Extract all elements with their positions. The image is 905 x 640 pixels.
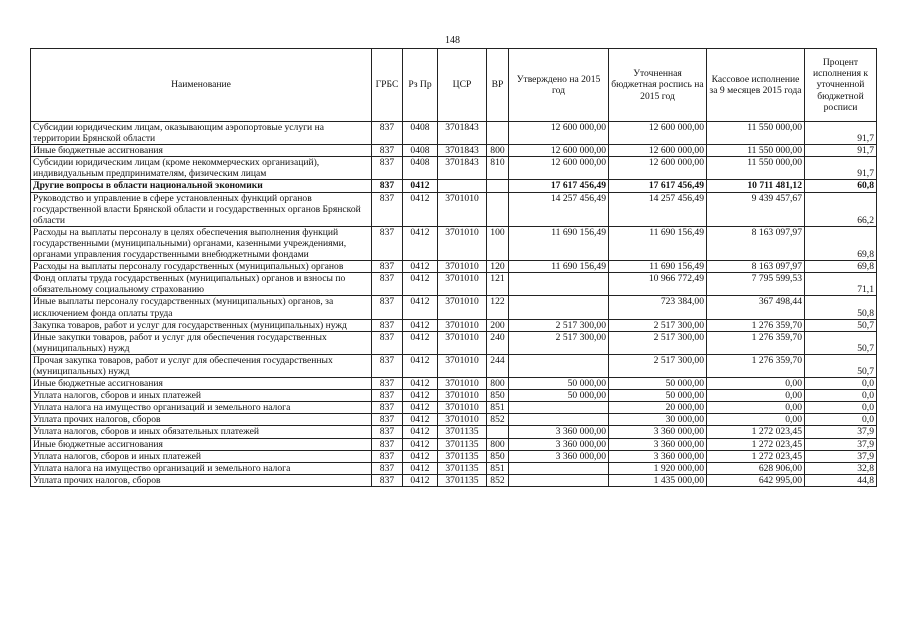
cell-vr <box>487 426 509 438</box>
cell-percent: 69,8 <box>805 261 877 273</box>
cell-vr: 121 <box>487 273 509 296</box>
cell-grbs: 837 <box>372 261 403 273</box>
header-vr: ВР <box>487 49 509 122</box>
cell-vr <box>487 122 509 145</box>
cell-vr: 120 <box>487 261 509 273</box>
table-row <box>31 145 877 157</box>
cell-rzpr: 0412 <box>403 354 438 377</box>
cell-csr: 3701010 <box>438 402 487 414</box>
cell-approved: 17 617 456,49 <box>509 180 609 192</box>
table-row <box>31 261 877 273</box>
table-row <box>31 226 877 260</box>
cell-name: Субсидии юридическим лицам (кроме некоммерческих организаций), индивидуальным предпринимателям, физическим лицам <box>31 157 372 180</box>
cell-percent: 44,8 <box>805 474 877 486</box>
cell-percent: 69,8 <box>805 226 877 260</box>
cell-csr: 3701843 <box>438 157 487 180</box>
table-row <box>31 474 877 486</box>
cell-rzpr: 0412 <box>403 319 438 331</box>
cell-vr: 850 <box>487 450 509 462</box>
cell-revised: 2 517 300,00 <box>609 354 707 377</box>
cell-grbs: 837 <box>372 426 403 438</box>
cell-vr: 800 <box>487 438 509 450</box>
cell-cash: 642 995,00 <box>707 474 805 486</box>
table-row <box>31 180 877 192</box>
cell-csr: 3701010 <box>438 261 487 273</box>
cell-percent: 50,8 <box>805 296 877 319</box>
cell-approved: 11 690 156,49 <box>509 226 609 260</box>
cell-rzpr: 0412 <box>403 296 438 319</box>
cell-revised: 12 600 000,00 <box>609 122 707 145</box>
cell-grbs: 837 <box>372 331 403 354</box>
cell-rzpr: 0412 <box>403 390 438 402</box>
page-number: 148 <box>445 35 460 46</box>
cell-grbs: 837 <box>372 378 403 390</box>
cell-name: Иные бюджетные ассигнования <box>31 438 372 450</box>
cell-vr: 122 <box>487 296 509 319</box>
cell-name: Уплата налогов, сборов и иных платежей <box>31 450 372 462</box>
cell-vr: 852 <box>487 474 509 486</box>
cell-csr: 3701135 <box>438 426 487 438</box>
cell-name: Расходы на выплаты персоналу в целях обеспечения выполнения функций государственными (муниципальными) органами, казенными учреждениями, органами управления государственными внебюджетными фондами <box>31 226 372 260</box>
cell-rzpr: 0412 <box>403 226 438 260</box>
cell-percent: 0,0 <box>805 390 877 402</box>
cell-csr: 3701010 <box>438 192 487 226</box>
cell-rzpr: 0408 <box>403 157 438 180</box>
cell-approved: 12 600 000,00 <box>509 122 609 145</box>
cell-percent: 50,7 <box>805 319 877 331</box>
cell-grbs: 837 <box>372 192 403 226</box>
cell-cash: 9 439 457,67 <box>707 192 805 226</box>
cell-approved <box>509 273 609 296</box>
cell-revised: 2 517 300,00 <box>609 331 707 354</box>
cell-approved: 50 000,00 <box>509 390 609 402</box>
cell-name: Другие вопросы в области национальной экономики <box>31 180 372 192</box>
cell-name: Закупка товаров, работ и услуг для государственных (муниципальных) нужд <box>31 319 372 331</box>
cell-grbs: 837 <box>372 296 403 319</box>
cell-rzpr: 0412 <box>403 426 438 438</box>
cell-rzpr: 0412 <box>403 273 438 296</box>
cell-cash: 11 550 000,00 <box>707 122 805 145</box>
cell-grbs: 837 <box>372 402 403 414</box>
cell-grbs: 837 <box>372 474 403 486</box>
cell-revised: 12 600 000,00 <box>609 145 707 157</box>
cell-vr: 850 <box>487 390 509 402</box>
cell-name: Уплата налогов, сборов и иных платежей <box>31 390 372 402</box>
cell-cash: 1 272 023,45 <box>707 438 805 450</box>
cell-rzpr: 0412 <box>403 331 438 354</box>
cell-approved: 2 517 300,00 <box>509 331 609 354</box>
cell-rzpr: 0412 <box>403 192 438 226</box>
cell-grbs: 837 <box>372 157 403 180</box>
cell-name: Прочая закупка товаров, работ и услуг для обеспечения государственных (муниципальных) нужд <box>31 354 372 377</box>
cell-cash: 1 272 023,45 <box>707 426 805 438</box>
cell-grbs: 837 <box>372 145 403 157</box>
cell-rzpr: 0412 <box>403 438 438 450</box>
cell-name: Расходы на выплаты персоналу государственных (муниципальных) органов <box>31 261 372 273</box>
cell-revised: 10 966 772,49 <box>609 273 707 296</box>
cell-rzpr: 0412 <box>403 261 438 273</box>
cell-csr: 3701843 <box>438 122 487 145</box>
cell-grbs: 837 <box>372 319 403 331</box>
cell-vr <box>487 180 509 192</box>
cell-grbs: 837 <box>372 226 403 260</box>
cell-percent: 37,9 <box>805 450 877 462</box>
cell-cash: 0,00 <box>707 414 805 426</box>
cell-vr: 240 <box>487 331 509 354</box>
cell-revised: 2 517 300,00 <box>609 319 707 331</box>
cell-csr: 3701135 <box>438 474 487 486</box>
table-row <box>31 122 877 145</box>
cell-revised: 3 360 000,00 <box>609 438 707 450</box>
cell-vr: 800 <box>487 378 509 390</box>
table-row <box>31 192 877 226</box>
table-row <box>31 402 877 414</box>
cell-approved <box>509 354 609 377</box>
cell-approved: 3 360 000,00 <box>509 450 609 462</box>
cell-csr: 3701010 <box>438 414 487 426</box>
cell-cash: 7 795 599,53 <box>707 273 805 296</box>
cell-approved <box>509 462 609 474</box>
cell-rzpr: 0412 <box>403 402 438 414</box>
cell-vr: 851 <box>487 462 509 474</box>
cell-cash: 367 498,44 <box>707 296 805 319</box>
cell-cash: 628 906,00 <box>707 462 805 474</box>
cell-revised: 14 257 456,49 <box>609 192 707 226</box>
cell-rzpr: 0412 <box>403 180 438 192</box>
cell-percent: 91,7 <box>805 145 877 157</box>
cell-name: Иные бюджетные ассигнования <box>31 378 372 390</box>
cell-grbs: 837 <box>372 122 403 145</box>
cell-grbs: 837 <box>372 390 403 402</box>
cell-cash: 8 163 097,97 <box>707 226 805 260</box>
table-row <box>31 296 877 319</box>
cell-percent: 91,7 <box>805 157 877 180</box>
cell-name: Уплата налога на имущество организаций и земельного налога <box>31 462 372 474</box>
cell-name: Уплата прочих налогов, сборов <box>31 414 372 426</box>
cell-csr: 3701010 <box>438 378 487 390</box>
cell-cash: 11 550 000,00 <box>707 157 805 180</box>
table-row <box>31 354 877 377</box>
cell-percent: 91,7 <box>805 122 877 145</box>
cell-approved: 14 257 456,49 <box>509 192 609 226</box>
cell-vr: 244 <box>487 354 509 377</box>
cell-rzpr: 0412 <box>403 450 438 462</box>
table-row <box>31 273 877 296</box>
cell-vr: 200 <box>487 319 509 331</box>
cell-csr <box>438 180 487 192</box>
cell-csr: 3701010 <box>438 354 487 377</box>
cell-revised: 30 000,00 <box>609 414 707 426</box>
cell-percent: 50,7 <box>805 331 877 354</box>
cell-csr: 3701010 <box>438 296 487 319</box>
cell-cash: 10 711 481,12 <box>707 180 805 192</box>
cell-cash: 1 276 359,70 <box>707 354 805 377</box>
cell-csr: 3701135 <box>438 438 487 450</box>
cell-revised: 50 000,00 <box>609 378 707 390</box>
table-row <box>31 438 877 450</box>
cell-vr: 100 <box>487 226 509 260</box>
cell-grbs: 837 <box>372 450 403 462</box>
cell-approved <box>509 414 609 426</box>
cell-revised: 11 690 156,49 <box>609 226 707 260</box>
cell-revised: 50 000,00 <box>609 390 707 402</box>
cell-name: Руководство и управление в сфере установленных функций органов государственной власти Брянской области и государственных органов Брянской области <box>31 192 372 226</box>
cell-cash: 1 272 023,45 <box>707 450 805 462</box>
cell-vr: 800 <box>487 145 509 157</box>
cell-csr: 3701010 <box>438 226 487 260</box>
cell-revised: 3 360 000,00 <box>609 426 707 438</box>
cell-revised: 11 690 156,49 <box>609 261 707 273</box>
cell-percent: 66,2 <box>805 192 877 226</box>
cell-approved <box>509 296 609 319</box>
cell-cash: 11 550 000,00 <box>707 145 805 157</box>
cell-rzpr: 0412 <box>403 414 438 426</box>
cell-grbs: 837 <box>372 180 403 192</box>
header-rzpr: Рз Пр <box>403 49 438 122</box>
cell-name: Иные закупки товаров, работ и услуг для обеспечения государственных (муниципальных) нужд <box>31 331 372 354</box>
cell-csr: 3701135 <box>438 450 487 462</box>
cell-rzpr: 0408 <box>403 145 438 157</box>
cell-name: Субсидии юридическим лицам, оказывающим аэропортовые услуги на территории Брянской области <box>31 122 372 145</box>
cell-percent: 50,7 <box>805 354 877 377</box>
cell-approved: 3 360 000,00 <box>509 438 609 450</box>
table-body <box>31 122 877 487</box>
header-cash: Кассовое исполнение за 9 месяцев 2015 года <box>707 49 805 122</box>
cell-revised: 17 617 456,49 <box>609 180 707 192</box>
table-row <box>31 157 877 180</box>
header-grbs: ГРБС <box>372 49 403 122</box>
cell-name: Иные бюджетные ассигнования <box>31 145 372 157</box>
cell-approved: 2 517 300,00 <box>509 319 609 331</box>
cell-percent: 0,0 <box>805 378 877 390</box>
cell-approved: 3 360 000,00 <box>509 426 609 438</box>
cell-approved <box>509 474 609 486</box>
cell-percent: 0,0 <box>805 414 877 426</box>
table-row <box>31 450 877 462</box>
cell-csr: 3701135 <box>438 462 487 474</box>
cell-approved <box>509 402 609 414</box>
cell-csr: 3701843 <box>438 145 487 157</box>
cell-approved: 50 000,00 <box>509 378 609 390</box>
cell-csr: 3701010 <box>438 273 487 296</box>
cell-name: Уплата прочих налогов, сборов <box>31 474 372 486</box>
cell-percent: 60,8 <box>805 180 877 192</box>
table-row <box>31 426 877 438</box>
cell-grbs: 837 <box>372 438 403 450</box>
cell-name: Иные выплаты персоналу государственных (муниципальных) органов, за исключением фонда оплаты труда <box>31 296 372 319</box>
cell-revised: 12 600 000,00 <box>609 157 707 180</box>
table-row <box>31 390 877 402</box>
budget-execution-table <box>30 48 877 487</box>
cell-rzpr: 0412 <box>403 378 438 390</box>
table-row <box>31 319 877 331</box>
header-approved: Утверждено на 2015 год <box>509 49 609 122</box>
cell-cash: 1 276 359,70 <box>707 319 805 331</box>
cell-vr: 851 <box>487 402 509 414</box>
cell-grbs: 837 <box>372 273 403 296</box>
table-row <box>31 378 877 390</box>
cell-csr: 3701010 <box>438 331 487 354</box>
header-name: Наименование <box>31 49 372 122</box>
header-csr: ЦСР <box>438 49 487 122</box>
cell-revised: 723 384,00 <box>609 296 707 319</box>
cell-percent: 0,0 <box>805 402 877 414</box>
cell-csr: 3701010 <box>438 390 487 402</box>
cell-cash: 8 163 097,97 <box>707 261 805 273</box>
cell-grbs: 837 <box>372 354 403 377</box>
cell-vr: 852 <box>487 414 509 426</box>
cell-approved: 11 690 156,49 <box>509 261 609 273</box>
header-revised: Уточненная бюджетная роспись на 2015 год <box>609 49 707 122</box>
cell-revised: 3 360 000,00 <box>609 450 707 462</box>
cell-cash: 0,00 <box>707 402 805 414</box>
cell-approved: 12 600 000,00 <box>509 145 609 157</box>
cell-rzpr: 0412 <box>403 462 438 474</box>
cell-percent: 37,9 <box>805 426 877 438</box>
cell-revised: 1 435 000,00 <box>609 474 707 486</box>
cell-grbs: 837 <box>372 414 403 426</box>
cell-percent: 37,9 <box>805 438 877 450</box>
cell-name: Уплата налога на имущество организаций и земельного налога <box>31 402 372 414</box>
cell-cash: 1 276 359,70 <box>707 331 805 354</box>
cell-name: Фонд оплаты труда государственных (муниципальных) органов и взносы по обязательному социальному страхованию <box>31 273 372 296</box>
header-percent: Процент исполнения к уточненной бюджетной росписи <box>805 49 877 122</box>
cell-name: Уплата налогов, сборов и иных обязательных платежей <box>31 426 372 438</box>
cell-percent: 32,8 <box>805 462 877 474</box>
cell-vr: 810 <box>487 157 509 180</box>
table-row <box>31 414 877 426</box>
cell-revised: 1 920 000,00 <box>609 462 707 474</box>
cell-approved: 12 600 000,00 <box>509 157 609 180</box>
cell-csr: 3701010 <box>438 319 487 331</box>
cell-grbs: 837 <box>372 462 403 474</box>
cell-rzpr: 0408 <box>403 122 438 145</box>
table-row <box>31 462 877 474</box>
cell-cash: 0,00 <box>707 390 805 402</box>
cell-revised: 20 000,00 <box>609 402 707 414</box>
cell-vr <box>487 192 509 226</box>
cell-percent: 71,1 <box>805 273 877 296</box>
table-header-row <box>31 49 877 122</box>
table-row <box>31 331 877 354</box>
cell-cash: 0,00 <box>707 378 805 390</box>
cell-rzpr: 0412 <box>403 474 438 486</box>
